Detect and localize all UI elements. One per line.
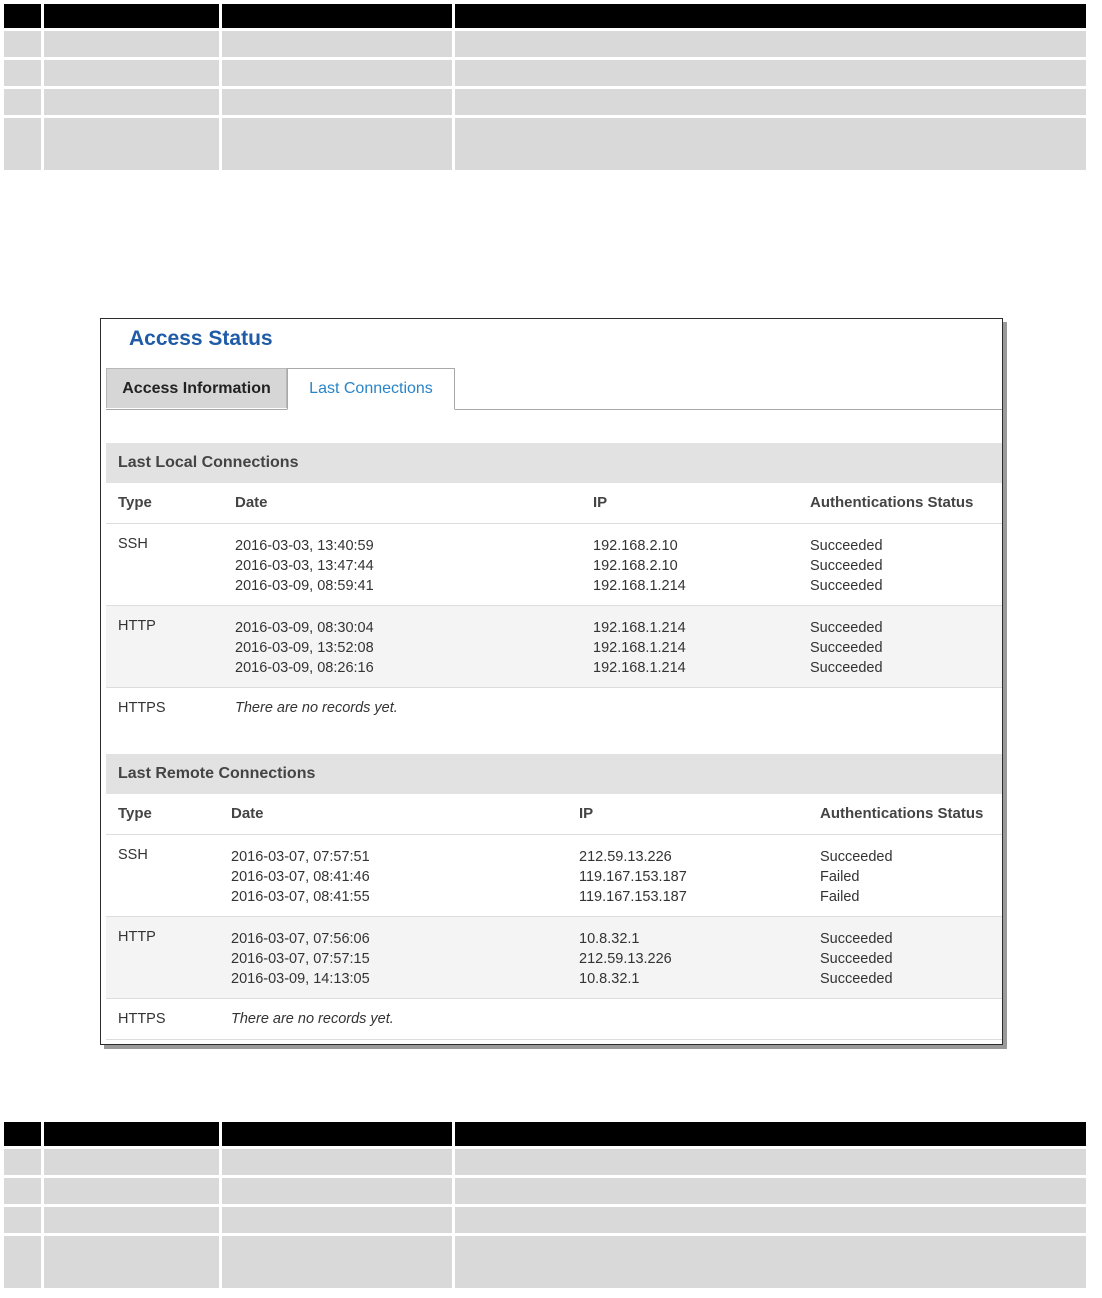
date-cell: 2016-03-07, 08:41:46 xyxy=(231,869,370,885)
ip-cell: 192.168.2.10 xyxy=(593,558,678,574)
column-header-auth: Authentications Status xyxy=(820,805,984,822)
access-status-panel xyxy=(100,318,1003,1045)
date-cell: 2016-03-07, 08:41:55 xyxy=(231,889,370,905)
column-header-row xyxy=(106,794,1002,835)
status-cell: Succeeded xyxy=(820,849,893,865)
date-cell: 2016-03-09, 08:26:16 xyxy=(235,660,374,676)
date-cell: 2016-03-03, 13:47:44 xyxy=(235,558,374,574)
table-row xyxy=(106,606,1002,688)
status-list xyxy=(820,929,893,989)
status-cell: Succeeded xyxy=(810,538,883,554)
table-header-cell xyxy=(42,4,220,30)
ip-cell: 10.8.32.1 xyxy=(579,971,640,987)
status-list xyxy=(810,618,883,678)
connection-type: SSH xyxy=(118,536,148,552)
date-list xyxy=(235,618,374,678)
date-list xyxy=(235,536,374,596)
date-cell: 2016-03-09, 14:13:05 xyxy=(231,971,370,987)
ip-cell: 119.167.153.187 xyxy=(579,889,687,905)
status-list xyxy=(810,536,883,596)
tab-access-information[interactable]: Access Information xyxy=(106,368,287,408)
ip-cell: 192.168.2.10 xyxy=(593,538,678,554)
table-header-cell xyxy=(42,1122,220,1148)
date-cell: 2016-03-09, 08:30:04 xyxy=(235,620,374,636)
date-cell: 2016-03-07, 07:57:51 xyxy=(231,849,370,865)
table-row xyxy=(106,524,1002,606)
table-row xyxy=(106,917,1002,999)
status-cell: Succeeded xyxy=(810,660,883,676)
table-row xyxy=(4,88,1088,117)
page-title: Access Status xyxy=(129,327,273,350)
table-row xyxy=(106,999,1002,1040)
column-header-date: Date xyxy=(231,805,264,822)
table-header-cell xyxy=(220,4,453,30)
ip-cell: 192.168.1.214 xyxy=(593,640,686,656)
date-cell: 2016-03-07, 07:56:06 xyxy=(231,931,370,947)
ip-list xyxy=(593,536,686,596)
table-header-cell xyxy=(453,4,1088,30)
table-header-cell xyxy=(4,1122,42,1148)
date-cell: 2016-03-09, 13:52:08 xyxy=(235,640,374,656)
table-row xyxy=(106,835,1002,917)
document-table-top xyxy=(4,4,1089,173)
status-cell: Succeeded xyxy=(820,971,893,987)
date-cell: 2016-03-07, 07:57:15 xyxy=(231,951,370,967)
table-header-cell xyxy=(4,4,42,30)
ip-cell: 192.168.1.214 xyxy=(593,660,686,676)
column-header-type: Type xyxy=(118,494,152,511)
connection-type: HTTPS xyxy=(118,1011,166,1027)
table-row xyxy=(4,1148,1088,1177)
ip-cell: 192.168.1.214 xyxy=(593,578,686,594)
ip-cell: 212.59.13.226 xyxy=(579,951,672,967)
status-cell: Succeeded xyxy=(820,951,893,967)
ip-cell: 192.168.1.214 xyxy=(593,620,686,636)
status-cell: Succeeded xyxy=(810,578,883,594)
column-header-row xyxy=(106,483,1002,524)
status-cell: Succeeded xyxy=(810,558,883,574)
table-row xyxy=(4,59,1088,88)
connection-type: HTTP xyxy=(118,618,156,634)
remote-connections-section xyxy=(106,754,1002,1040)
tab-last-connections[interactable]: Last Connections xyxy=(287,368,455,410)
tab-strip xyxy=(106,368,1002,410)
table-row xyxy=(4,30,1088,59)
ip-cell: 119.167.153.187 xyxy=(579,869,687,885)
column-header-date: Date xyxy=(235,494,268,511)
column-header-auth: Authentications Status xyxy=(810,494,974,511)
date-cell: 2016-03-09, 08:59:41 xyxy=(235,578,374,594)
local-connections-section xyxy=(106,443,1002,758)
table-header-cell xyxy=(220,1122,453,1148)
table-row xyxy=(4,1235,1088,1290)
status-cell: Failed xyxy=(820,889,860,905)
no-records-text: There are no records yet. xyxy=(231,1011,394,1027)
column-header-ip: IP xyxy=(579,805,594,822)
ip-list xyxy=(579,847,687,907)
ip-cell: 10.8.32.1 xyxy=(579,931,640,947)
ip-list xyxy=(593,618,686,678)
date-list xyxy=(231,847,370,907)
connection-type: SSH xyxy=(118,847,148,863)
column-header-ip: IP xyxy=(593,494,608,511)
table-header-cell xyxy=(453,1122,1088,1148)
section-title-local: Last Local Connections xyxy=(106,443,1002,483)
status-cell: Succeeded xyxy=(810,640,883,656)
table-row xyxy=(4,1177,1088,1206)
table-row xyxy=(106,688,1002,758)
table-row xyxy=(4,117,1088,172)
status-list xyxy=(820,847,893,907)
document-table-bottom xyxy=(4,1122,1089,1291)
column-header-type: Type xyxy=(118,805,152,822)
no-records-text: There are no records yet. xyxy=(235,700,398,716)
date-list xyxy=(231,929,370,989)
section-title-remote: Last Remote Connections xyxy=(106,754,1002,794)
ip-list xyxy=(579,929,672,989)
status-cell: Succeeded xyxy=(810,620,883,636)
connection-type: HTTPS xyxy=(118,700,166,716)
table-row xyxy=(4,1206,1088,1235)
date-cell: 2016-03-03, 13:40:59 xyxy=(235,538,374,554)
status-cell: Failed xyxy=(820,869,860,885)
ip-cell: 212.59.13.226 xyxy=(579,849,672,865)
status-cell: Succeeded xyxy=(820,931,893,947)
connection-type: HTTP xyxy=(118,929,156,945)
